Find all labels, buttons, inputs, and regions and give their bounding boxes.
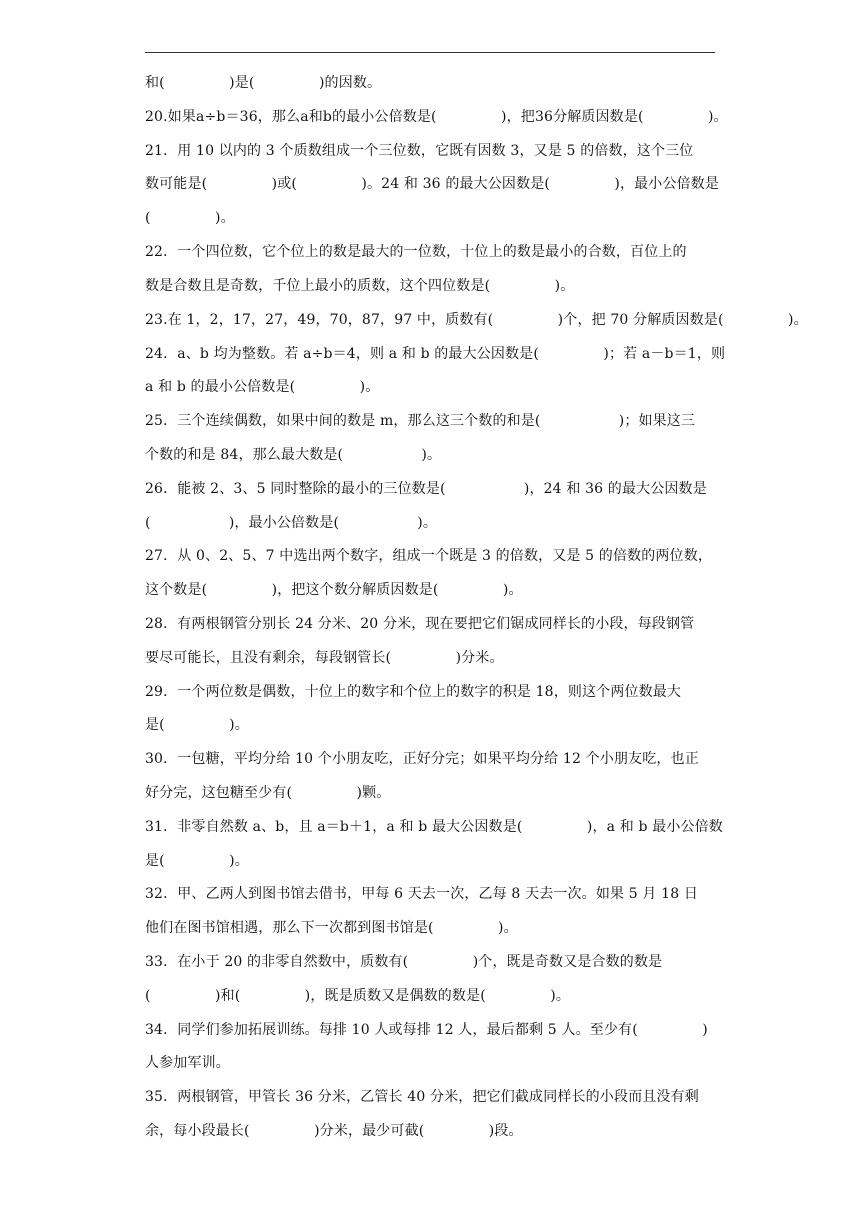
- text-line: 余，每小段最长( )分米，最少可截( )段。: [145, 1123, 523, 1139]
- text-line: 26．能被 2、3、5 同时整除的最小的三位数是( )，24 和 36 的最大公因数是: [145, 481, 707, 497]
- text-line: 30．一包糖，平均分给 10 个小朋友吃，正好分完；如果平均分给 12 个小朋友吃，也正: [145, 751, 699, 767]
- text-line: 他们在图书馆相遇，那么下一次都到图书馆是( )。: [145, 920, 518, 936]
- text-line: 好分完，这包糖至少有( )颗。: [145, 785, 391, 801]
- text-line: a 和 b 的最小公倍数是( )。: [145, 379, 380, 395]
- text-line: 20.如果a÷b＝36，那么a和b的最小公倍数是( )，把36分解质因数是( )。: [145, 109, 728, 125]
- text-line: 要尽可能长，且没有剩余，每段钢管长( )分米。: [145, 650, 504, 666]
- text-line: ( )和( )，既是质数又是偶数的数是( )。: [145, 988, 570, 1004]
- header-rule: [145, 52, 715, 53]
- text-line: 34．同学们参加拓展训练。每排 10 人或每排 12 人，最后都剩 5 人。至少有( ): [145, 1022, 708, 1038]
- text-line: 25．三个连续偶数，如果中间的数是 m，那么这三个数的和是( )；如果这三: [145, 413, 696, 429]
- text-line: 21．用 10 以内的 3 个质数组成一个三位数，它既有因数 3，又是 5 的倍数，这个三位: [145, 143, 694, 159]
- text-line: ( )，最小公倍数是( )。: [145, 515, 438, 531]
- text-line: 23.在 1，2，17，27，49，70，87，97 中，质数有( )个，把 70 分解质因数是( )。: [145, 312, 808, 328]
- text-line: 31．非零自然数 a、b，且 a＝b＋1，a 和 b 最大公因数是( )，a 和 b 最小公倍数: [145, 819, 723, 835]
- text-line: 是( )。: [145, 717, 249, 733]
- text-line: 35．两根钢管，甲管长 36 分米，乙管长 40 分米，把它们截成同样长的小段而且没有剩: [145, 1089, 699, 1105]
- text-line: ( )。: [145, 210, 235, 226]
- text-line: 22．一个四位数，它个位上的数是最大的一位数，十位上的数是最小的合数，百位上的: [145, 244, 687, 260]
- text-line: 32．甲、乙两人到图书馆去借书，甲每 6 天去一次，乙每 8 天去一次。如果 5 月 18 日: [145, 886, 698, 902]
- text-line: 数可能是( )或( )。24 和 36 的最大公因数是( )，最小公倍数是: [145, 176, 720, 192]
- text-line: 29．一个两位数是偶数，十位上的数字和个位上的数字的积是 18，则这个两位数最大: [145, 684, 682, 700]
- text-line: 是( )。: [145, 853, 249, 869]
- text-line: 28．有两根钢管分别长 24 分米、20 分米，现在要把它们锯成同样长的小段，每段钢管: [145, 616, 695, 632]
- text-line: 27．从 0、2、5、7 中选出两个数字，组成一个既是 3 的倍数，又是 5 的倍数的两位数，: [145, 548, 713, 564]
- text-line: 和( )是( )的因数。: [145, 75, 382, 91]
- text-line: 33．在小于 20 的非零自然数中，质数有( )个，既是奇数又是合数的数是: [145, 954, 663, 970]
- text-line: 个数的和是 84，那么最大数是( )。: [145, 447, 442, 463]
- text-line: 这个数是( )，把这个数分解质因数是( )。: [145, 582, 523, 598]
- text-line: 24．a、b 均为整数。若 a÷b＝4，则 a 和 b 的最大公因数是( )；若 a－b＝1，则: [145, 346, 726, 362]
- text-line: 数是合数且是奇数，千位上最小的质数，这个四位数是( )。: [145, 278, 575, 294]
- text-line: 人参加军训。: [145, 1055, 230, 1071]
